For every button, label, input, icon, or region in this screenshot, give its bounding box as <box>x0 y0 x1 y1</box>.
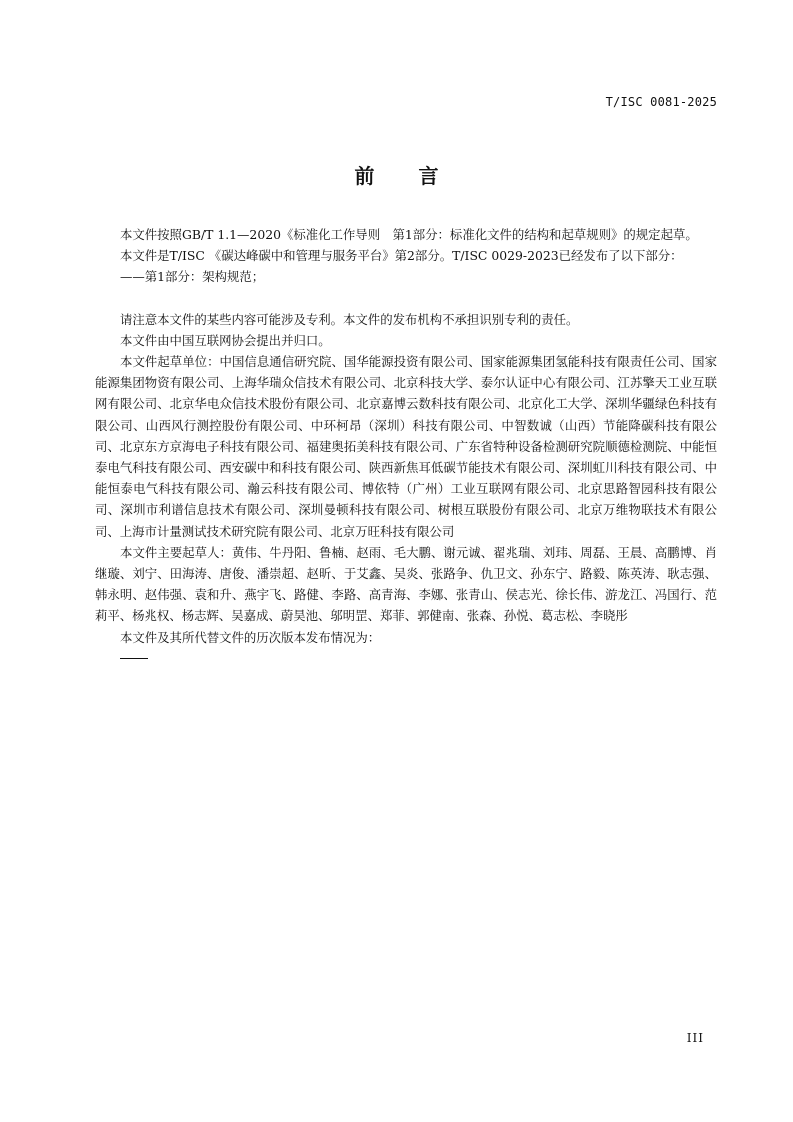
paragraph-patent-notice: 请注意本文件的某些内容可能涉及专利。本文件的发布机构不承担识别专利的责任。 <box>120 311 579 327</box>
page-title: 前言 <box>354 164 483 188</box>
foreword-body <box>95 224 717 669</box>
paragraph-series-part: 本文件是T/ISC 《碳达峰碳中和管理与服务平台》第2部分。T/ISC 0029-2023已经发布了以下部分： <box>120 248 683 264</box>
spacer <box>95 288 717 309</box>
paragraph-drafters: 本文件主要起草人：黄伟、牛丹阳、鲁楠、赵雨、毛大鹏、谢元诚、翟兆瑞、刘玮、周磊、王晨、高鹏博、肖继璇、刘宁、田海涛、唐俊、潘崇超、赵昕、于艾鑫、吴炎、张路争、仇卫文、孙东宁、路毅、陈英涛、耿志强、韩永明、赵伟强、袁和升、燕宇飞、路健、李路、高青海、李娜、张青山、侯志光、徐长伟、游龙江、冯国行、范莉平、杨兆权、杨志辉、吴嘉成、蔚昊池、邬明罡、郑菲、郭健南、张森、孙悦、葛志松、李晓彤 <box>95 544 717 624</box>
paragraph-proposer: 本文件由中国互联网协会提出并归口。 <box>120 332 331 348</box>
paragraph-version-history: 本文件及其所代替文件的历次版本发布情况为： <box>120 629 381 645</box>
paragraph-part-list: ——第1部分：架构规范； <box>120 269 265 285</box>
version-history-dash <box>95 648 717 669</box>
page-number: III <box>686 1031 704 1045</box>
dash-rule <box>120 658 148 659</box>
paragraph-drafting-units: 本文件起草单位：中国信息通信研究院、国华能源投资有限公司、国家能源集团氢能科技有限责任公司、国家能源集团物资有限公司、上海华瑞众信技术有限公司、北京科技大学、泰尔认证中心有限公司、江苏擎天工业互联网有限公司、北京华电众信技术股份有限公司、北京嘉博云数科技有限公司、北京化工大学、深圳华疆绿色科技有限公司、山西风行测控股份有限公司、中环柯昂（深圳）科技有限公司、中智数诚（山西）节能降碳科技有限公司、北京东方京海电子科技有限公司、福建奥拓美科技有限公司、广东省特种设备检测研究院顺德检测院、中能恒泰电气科技有限公司、西安碳中和科技有限公司、陕西新焦耳低碳节能技术有限公司、深圳虹川科技有限公司、中能恒泰电气科技有限公司、瀚云科技有限公司、博依特（广州）工业互联网有限公司、北京思路智园科技有限公司、深圳市利谱信息技术有限公司、深圳曼顿科技有限公司、树根互联股份有限公司、北京万维物联技术有限公司、上海市计量测试技术研究院有限公司、北京万旺科技有限公司 <box>95 354 717 539</box>
standard-code: T/ISC 0081-2025 <box>605 95 717 109</box>
paragraph-drafting-rules: 本文件按照GB/T 1.1—2020《标准化工作导则 第1部分：标准化文件的结构和起草规则》的规定起草。 <box>120 227 698 242</box>
